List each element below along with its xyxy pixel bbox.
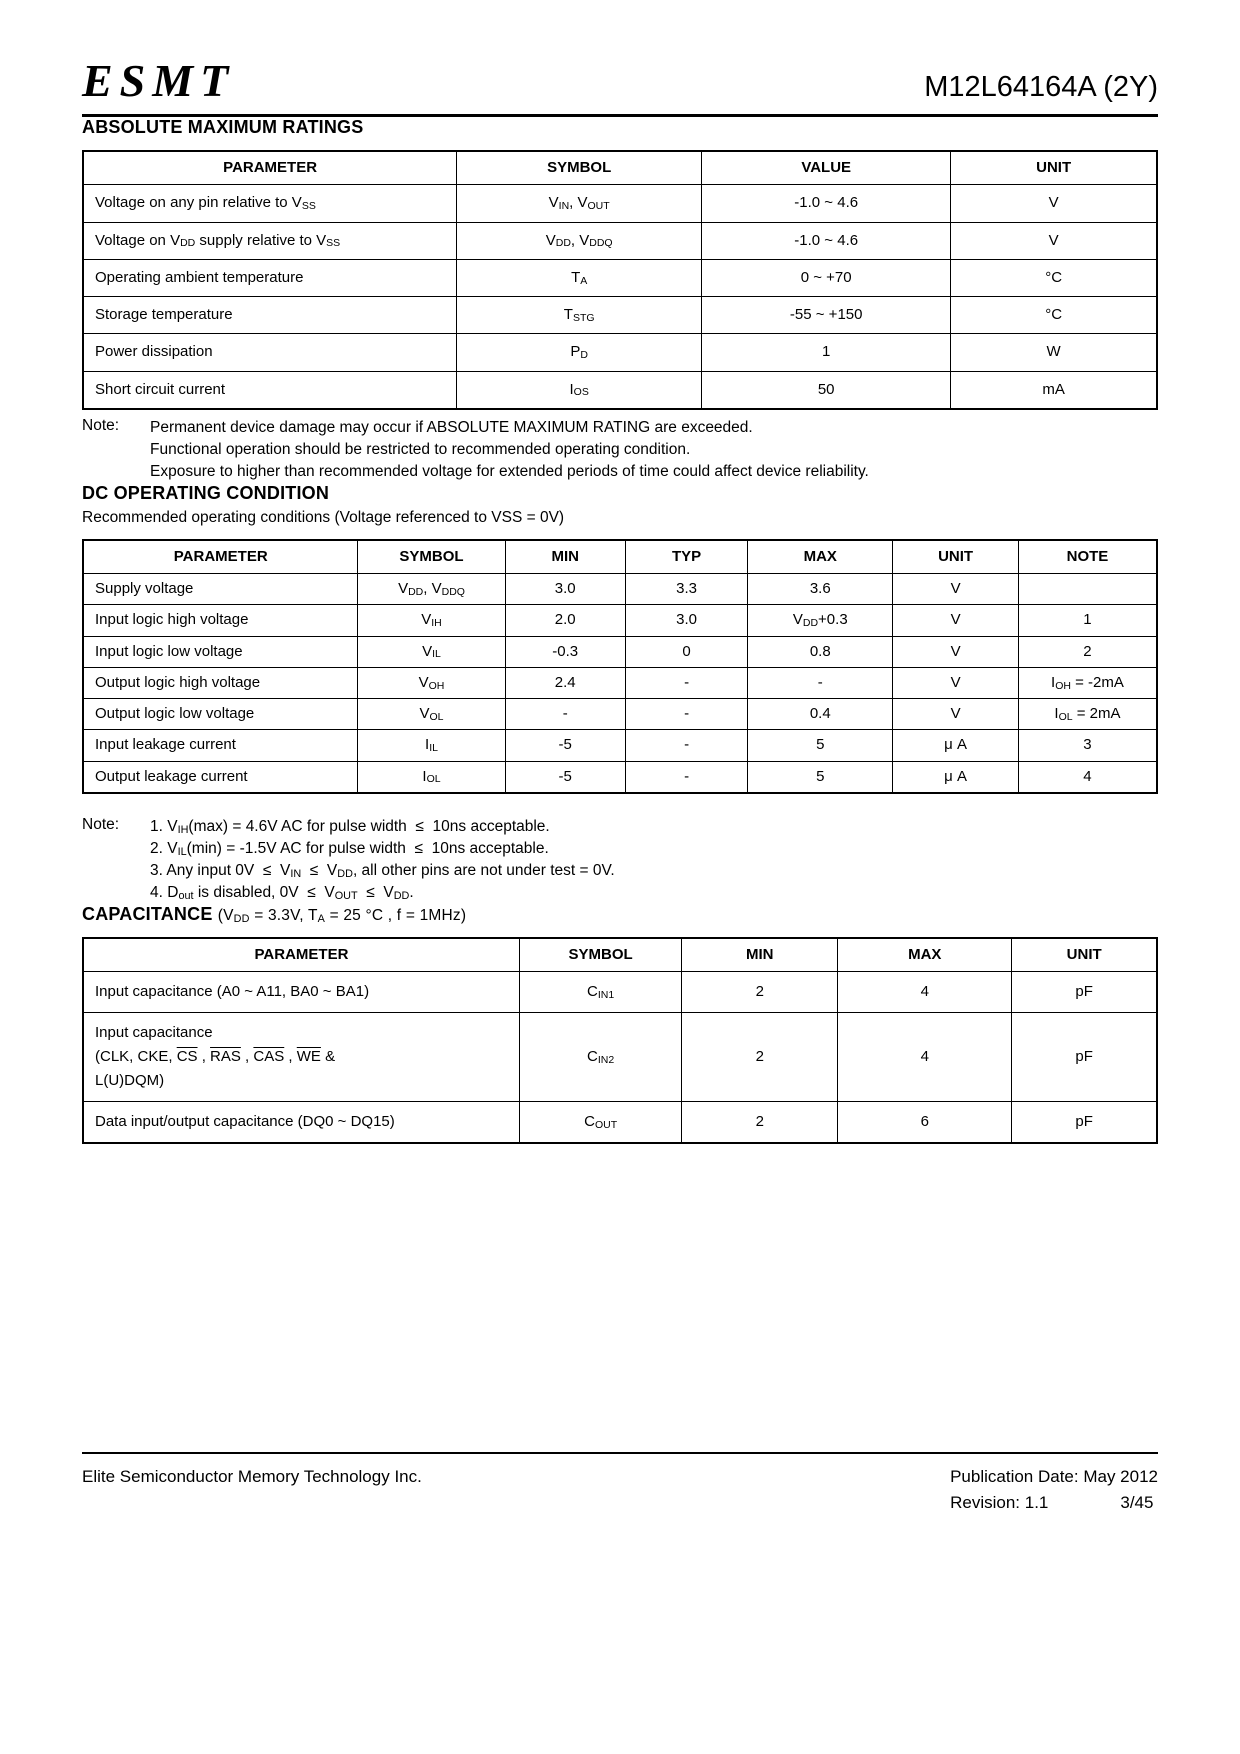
publication-date: Publication Date: May 2012 [950, 1467, 1158, 1486]
column-header: SYMBOL [358, 540, 505, 574]
table-cell: 3.0 [505, 574, 625, 605]
table-cell: Input capacitance (CLK, CKE, $\overline{CS}$ , $\overline{RAS}$ , $\overline{CAS}$ , $\overline{WE}$ & L(U)DQM) [83, 1013, 519, 1102]
table-cell: $V_{OL}$ [358, 699, 505, 730]
table-cell: $V_{IL}$ [358, 636, 505, 667]
column-header: PARAMETER [83, 540, 358, 574]
table-row [83, 371, 1157, 409]
table-row [83, 699, 1157, 730]
table-cell: Output logic high voltage [83, 667, 358, 698]
table-cell: $I_{IL}$ [358, 730, 505, 761]
table-cell: Input capacitance (A0 ~ A11, BA0 ~ BA1) [83, 972, 519, 1013]
table-cell: 1 [702, 334, 951, 371]
note-line: 2. $V_{IL}(\min) = -1.5V$ AC for pulse width ≤ 10ns acceptable. [150, 839, 549, 858]
table-cell: mA [951, 371, 1157, 409]
table-cell: V [951, 222, 1157, 259]
table-row [83, 297, 1157, 334]
column-header: SYMBOL [519, 938, 681, 972]
note-line: 3. Any input $0V \le V_{IN} \le V_{DD}$, all other pins are not under test = 0V. [150, 861, 615, 880]
table-cell: 0 [625, 636, 747, 667]
column-header: MIN [505, 540, 625, 574]
table-cell: $T_{STG}$ [457, 297, 702, 334]
table-cell: - [748, 667, 893, 698]
table-cell: Output leakage current [83, 761, 358, 793]
section-dc-operating-condition [82, 483, 1158, 904]
table-cell: pF [1012, 972, 1157, 1013]
table-cell: Operating ambient temperature [83, 259, 457, 296]
column-header: PARAMETER [83, 938, 519, 972]
table-cell: 3 [1018, 730, 1157, 761]
table-cell: μ A [893, 730, 1019, 761]
table-cell: V [951, 185, 1157, 222]
page-number: 3/45 [1120, 1493, 1154, 1512]
table-cell: -55 ~ +150 [702, 297, 951, 334]
table-cell: - [625, 730, 747, 761]
column-header: PARAMETER [83, 151, 457, 185]
table-header-row [83, 938, 1157, 972]
revision: Revision: 1.1 [950, 1493, 1049, 1512]
table-cell: $P_D$ [457, 334, 702, 371]
table-cell: $I_{OL}$ [358, 761, 505, 793]
table-cell: - [505, 699, 625, 730]
table-cell: pF [1012, 1102, 1157, 1144]
esmt-logo: ESMT [82, 55, 236, 106]
table-cell: 4 [838, 972, 1012, 1013]
table-row [83, 730, 1157, 761]
table-cell: 2 [682, 1102, 838, 1144]
table-cell: 1 [1018, 605, 1157, 636]
company-name: Elite Semiconductor Memory Technology Inc. [82, 1467, 422, 1486]
table-cell: Short circuit current [83, 371, 457, 409]
column-header: MAX [748, 540, 893, 574]
note-line: 1. $V_{IH}(\max) = 4.6V$ AC for pulse width ≤ 10ns acceptable. [150, 817, 550, 836]
table-row [83, 574, 1157, 605]
revision-line [950, 1493, 1158, 1513]
table-cell: $I_{OL} = 2mA$ [1018, 699, 1157, 730]
amr-note-block [82, 417, 1158, 483]
table-cell: V [893, 574, 1019, 605]
table-cell: 3.3 [625, 574, 747, 605]
table-row [83, 259, 1157, 296]
table-cell: 50 [702, 371, 951, 409]
table-cell: 3.0 [625, 605, 747, 636]
amr-table [82, 150, 1158, 410]
table-cell: $C_{IN2}$ [519, 1013, 681, 1102]
table-cell: -5 [505, 730, 625, 761]
table-row [83, 972, 1157, 1013]
dc-section-title: DC OPERATING CONDITION [82, 482, 330, 503]
column-header: TYP [625, 540, 747, 574]
column-header: UNIT [951, 151, 1157, 185]
table-cell: Voltage on $V_{DD}$ supply relative to $V_{SS}$ [83, 222, 457, 259]
table-cell: 3.6 [748, 574, 893, 605]
table-cell: Voltage on any pin relative to $V_{SS}$ [83, 185, 457, 222]
table-cell: -5 [505, 761, 625, 793]
table-cell: 0.4 [748, 699, 893, 730]
amr-section-title: ABSOLUTE MAXIMUM RATINGS [82, 117, 364, 137]
table-row [83, 1102, 1157, 1144]
table-cell: 2.0 [505, 605, 625, 636]
table-cell: V [893, 667, 1019, 698]
table-row [83, 605, 1157, 636]
table-cell: 6 [838, 1102, 1012, 1144]
note-label: Note: [82, 815, 120, 833]
section-capacitance [82, 904, 1158, 1144]
table-header-row [83, 151, 1157, 185]
table-header-row [83, 540, 1157, 574]
table-cell: $V_{IH}$ [358, 605, 505, 636]
table-cell: $V_{OH}$ [358, 667, 505, 698]
column-header: UNIT [893, 540, 1019, 574]
table-cell: $V_{DD}+0.3$ [748, 605, 893, 636]
table-cell: V [893, 699, 1019, 730]
column-header: MIN [682, 938, 838, 972]
table-cell: $C_{IN1}$ [519, 972, 681, 1013]
table-cell: 2 [682, 1013, 838, 1102]
table-cell: Input logic low voltage [83, 636, 358, 667]
table-row [83, 761, 1157, 793]
dc-table [82, 539, 1158, 794]
table-cell: $V_{DD}$, $V_{DDQ}$ [358, 574, 505, 605]
section-absolute-maximum-ratings [82, 117, 1158, 483]
table-cell: -1.0 ~ 4.6 [702, 222, 951, 259]
dc-note-lines [150, 816, 615, 904]
table-cell: 5 [748, 761, 893, 793]
table-row [83, 1013, 1157, 1102]
cap-conditions: ($V_{DD} = 3.3V$, $T_A = 25$ °C , f = 1MHz) [217, 906, 467, 925]
table-cell: 0 ~ +70 [702, 259, 951, 296]
table-cell: -1.0 ~ 4.6 [702, 185, 951, 222]
table-cell: W [951, 334, 1157, 371]
table-cell: -0.3 [505, 636, 625, 667]
table-row [83, 185, 1157, 222]
column-header: UNIT [1012, 938, 1157, 972]
cap-title-text: CAPACITANCE [82, 903, 213, 924]
table-cell: 2 [1018, 636, 1157, 667]
table-cell [1018, 574, 1157, 605]
table-cell: 2.4 [505, 667, 625, 698]
part-number: M12L64164A (2Y) [924, 71, 1158, 104]
table-cell: $V_{IN}$, $V_{OUT}$ [457, 185, 702, 222]
column-header: VALUE [702, 151, 951, 185]
table-cell: Data input/output capacitance (DQ0 ~ DQ15) [83, 1102, 519, 1144]
table-cell: Input logic high voltage [83, 605, 358, 636]
table-cell: 4 [1018, 761, 1157, 793]
note-line: Functional operation should be restricted to recommended operating condition. [150, 440, 691, 458]
table-cell: Input leakage current [83, 730, 358, 761]
table-cell: 4 [838, 1013, 1012, 1102]
table-cell: 2 [682, 972, 838, 1013]
dc-subtitle: Recommended operating conditions (Voltage referenced to VSS = 0V) [82, 508, 565, 526]
page-header [82, 55, 1158, 106]
table-cell: μ A [893, 761, 1019, 793]
table-cell: Storage temperature [83, 297, 457, 334]
dc-note-block [82, 816, 1158, 904]
table-cell: $T_A$ [457, 259, 702, 296]
table-cell: V [893, 636, 1019, 667]
table-cell: $V_{DD}$, $V_{DDQ}$ [457, 222, 702, 259]
table-cell: Power dissipation [83, 334, 457, 371]
cap-section-title [82, 904, 1158, 925]
amr-note-lines [150, 417, 869, 483]
column-header: MAX [838, 938, 1012, 972]
footer-divider [82, 1452, 1158, 1454]
table-row [83, 334, 1157, 371]
note-line: Permanent device damage may occur if ABSOLUTE MAXIMUM RATING are exceeded. [150, 418, 753, 436]
note-line: 4. $D_{out}$ is disabled, $0V \le V_{OUT} \le V_{DD}$. [150, 883, 414, 902]
table-cell: - [625, 761, 747, 793]
table-row [83, 667, 1157, 698]
page-footer [82, 1452, 1158, 1513]
table-cell: $C_{OUT}$ [519, 1102, 681, 1144]
table-cell: $I_{OH} = -2mA$ [1018, 667, 1157, 698]
table-row [83, 636, 1157, 667]
table-cell: - [625, 699, 747, 730]
table-row [83, 222, 1157, 259]
table-cell: 5 [748, 730, 893, 761]
table-cell: V [893, 605, 1019, 636]
column-header: NOTE [1018, 540, 1157, 574]
note-line: Exposure to higher than recommended voltage for extended periods of time could affect device reliability. [150, 462, 869, 480]
table-cell: pF [1012, 1013, 1157, 1102]
footer-row [82, 1467, 1158, 1513]
capacitance-table [82, 937, 1158, 1144]
table-cell: 0.8 [748, 636, 893, 667]
table-cell: Supply voltage [83, 574, 358, 605]
footer-right [950, 1467, 1158, 1513]
table-cell: - [625, 667, 747, 698]
column-header: SYMBOL [457, 151, 702, 185]
table-cell: °C [951, 259, 1157, 296]
table-cell: Output logic low voltage [83, 699, 358, 730]
note-label: Note: [82, 416, 120, 434]
table-cell: $I_{OS}$ [457, 371, 702, 409]
table-cell: °C [951, 297, 1157, 334]
